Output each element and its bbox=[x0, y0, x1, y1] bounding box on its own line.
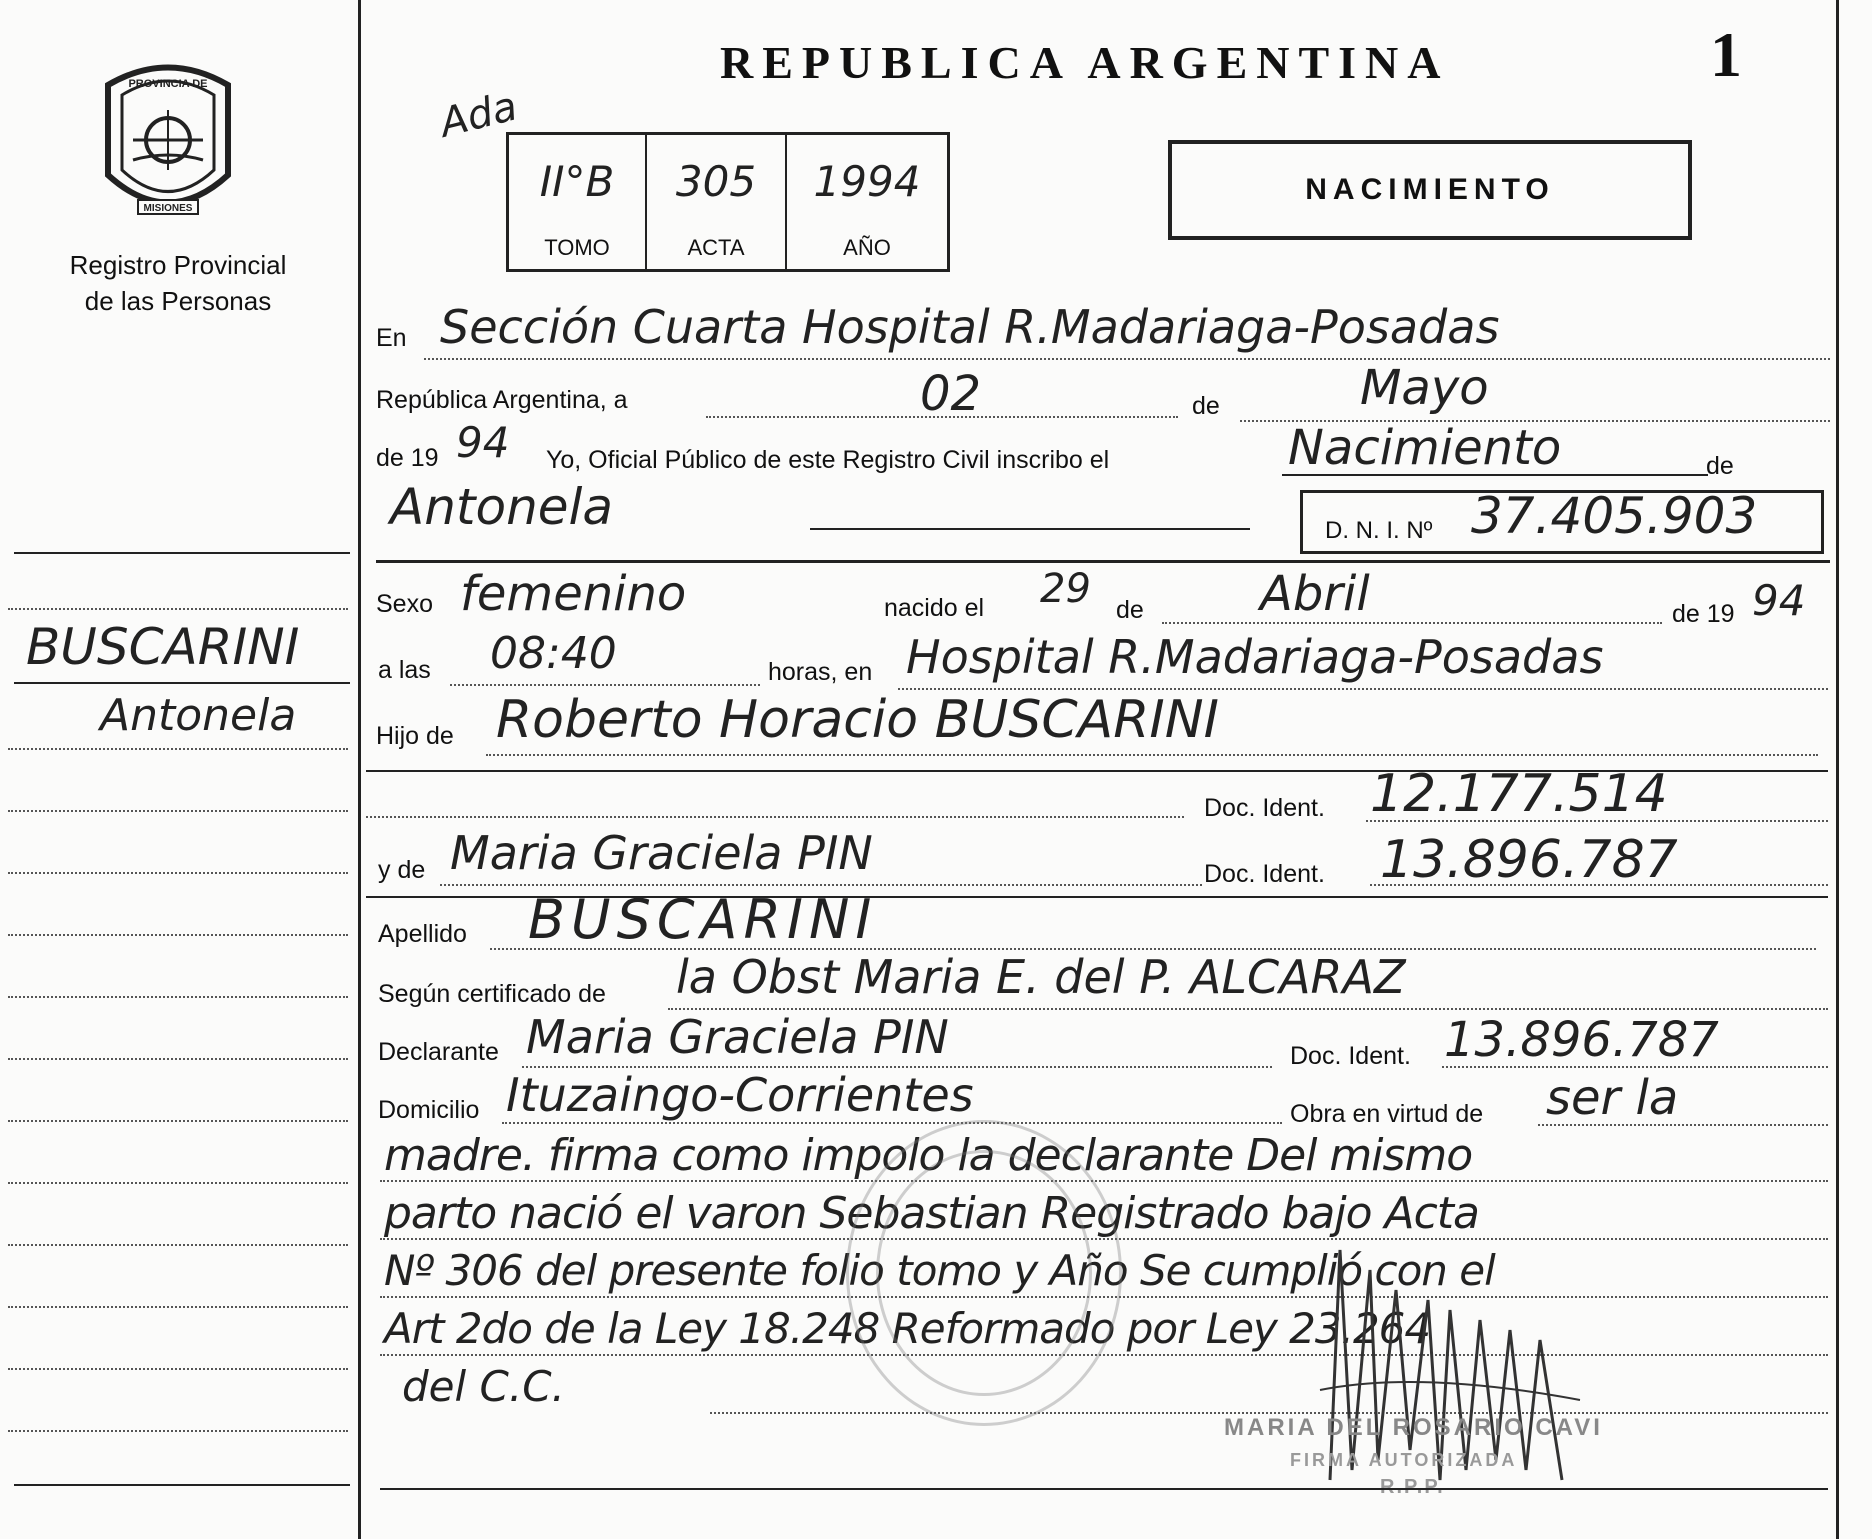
acta-label: ACTA bbox=[687, 235, 745, 260]
official-seal-stamp-inner bbox=[876, 1150, 1092, 1396]
annotation: Ada bbox=[435, 83, 522, 147]
name-value: Antonela bbox=[390, 478, 614, 536]
declarante-label: Declarante bbox=[378, 1038, 499, 1066]
stamp-org: R.P.P. bbox=[1380, 1476, 1445, 1498]
birth-month: Abril bbox=[1260, 566, 1370, 622]
year-suffix: 94 bbox=[456, 418, 510, 467]
mother-value: Maria Graciela PIN bbox=[450, 826, 873, 880]
sexo-label: Sexo bbox=[376, 590, 433, 618]
anio-label: AÑO bbox=[843, 235, 891, 260]
de-label2: de bbox=[1706, 452, 1734, 480]
birth-year-suffix: 94 bbox=[1752, 576, 1806, 625]
nacido-label: nacido el bbox=[884, 594, 985, 622]
domicilio-line bbox=[502, 1122, 1282, 1124]
father-value: Roberto Horacio BUSCARINI bbox=[496, 690, 1219, 750]
en-label: En bbox=[376, 324, 407, 352]
place-line bbox=[424, 358, 1830, 360]
yo-label: Yo, Oficial Público de este Registro Civil inscribo el bbox=[546, 446, 1110, 474]
mother-doc-label: Doc. Ident. bbox=[1204, 860, 1325, 888]
month-value: Mayo bbox=[1360, 360, 1489, 416]
left-dotted-line bbox=[8, 748, 348, 750]
margin-surname: BUSCARINI bbox=[26, 618, 300, 676]
certificate-value: la Obst Maria E. del P. ALCARAZ bbox=[676, 950, 1406, 1004]
mother-doc: 13.896.787 bbox=[1380, 830, 1678, 890]
anio-value: 1994 bbox=[813, 157, 921, 206]
segun-label: Según certificado de bbox=[378, 980, 606, 1008]
obra-value: ser la bbox=[1546, 1070, 1679, 1126]
registry-name-line2: de las Personas bbox=[84, 286, 272, 316]
seal-top-text: PROVINCIA DE bbox=[128, 78, 208, 90]
left-dotted-line bbox=[8, 872, 348, 874]
acta-value: 305 bbox=[675, 157, 757, 206]
de19-label: de 19 bbox=[376, 444, 439, 472]
day-value: 02 bbox=[920, 366, 982, 422]
name-line bbox=[810, 528, 1250, 530]
birth-day: 29 bbox=[1040, 566, 1091, 612]
notes-line-1: madre. firma como impolo la declarante Del mismo bbox=[384, 1130, 1473, 1181]
notes-line-3: Nº 306 del presente folio tomo y Año Se cumplió con el bbox=[384, 1246, 1495, 1295]
dni-box bbox=[1300, 487, 1824, 554]
left-dotted-line bbox=[8, 1368, 348, 1370]
anio-cell bbox=[787, 135, 947, 269]
left-rule-top bbox=[14, 552, 350, 554]
bottom-rule bbox=[380, 1488, 1828, 1490]
act-type: Nacimiento bbox=[1288, 420, 1562, 476]
left-rule-surname bbox=[14, 682, 350, 684]
apellido-value: BUSCARINI bbox=[528, 888, 878, 951]
place-value: Sección Cuarta Hospital R.Madariaga-Posadas bbox=[440, 300, 1500, 354]
stamp-name: MARIA DEL ROSARIO CAVI bbox=[1224, 1414, 1603, 1441]
tomo-value: II°B bbox=[539, 157, 615, 206]
declarante-doc: 13.896.787 bbox=[1444, 1012, 1719, 1068]
left-dotted-line bbox=[8, 1182, 348, 1184]
horas-label: horas, en bbox=[768, 658, 873, 686]
time-line bbox=[450, 684, 760, 686]
sexo-value: femenino bbox=[460, 566, 687, 622]
republica-label: República Argentina, a bbox=[376, 386, 628, 414]
left-dotted-line bbox=[8, 996, 348, 998]
country-title: REPUBLICA ARGENTINA bbox=[720, 37, 1450, 88]
mother-line bbox=[440, 884, 1202, 886]
apellido-label: Apellido bbox=[378, 920, 467, 948]
birth-place: Hospital R.Madariaga-Posadas bbox=[906, 630, 1604, 684]
page-number: 1 bbox=[1710, 19, 1742, 90]
de-label: de bbox=[1192, 392, 1220, 420]
record-box bbox=[506, 132, 950, 272]
father-line bbox=[486, 754, 1818, 756]
left-dotted-line bbox=[8, 608, 348, 610]
left-dotted-line bbox=[8, 1306, 348, 1308]
doc-type-box bbox=[1168, 140, 1692, 240]
left-dotted-line bbox=[8, 1120, 348, 1122]
left-dotted-line bbox=[8, 1058, 348, 1060]
time-value: 08:40 bbox=[490, 628, 617, 679]
father-doc: 12.177.514 bbox=[1370, 764, 1668, 824]
left-dotted-line bbox=[8, 810, 348, 812]
province-seal-icon bbox=[88, 55, 248, 225]
doc-type-label: NACIMIENTO bbox=[1305, 173, 1555, 206]
domicilio-label: Domicilio bbox=[378, 1096, 480, 1124]
registry-name-line1: Registro Provincial bbox=[69, 250, 287, 280]
obra-label: Obra en virtud de bbox=[1290, 1100, 1484, 1128]
stamp-role: FIRMA AUTORIZADA bbox=[1290, 1450, 1518, 1470]
de-label3: de bbox=[1116, 596, 1144, 624]
notes-line-2: parto nació el varon Sebastian Registrado bajo Acta bbox=[384, 1188, 1479, 1239]
father-doc-line-left bbox=[366, 816, 1184, 818]
domicilio-value: Ituzaingo-Corrientes bbox=[506, 1068, 974, 1122]
de19-label2: de 19 bbox=[1672, 600, 1735, 628]
margin-given-name: Antonela bbox=[100, 690, 297, 741]
yde-label: y de bbox=[378, 856, 426, 884]
declarante-doc-label: Doc. Ident. bbox=[1290, 1042, 1411, 1070]
acta-cell bbox=[647, 135, 787, 269]
birth-month-line bbox=[1162, 622, 1662, 624]
dni-label: D. N. I. Nº bbox=[1325, 517, 1433, 544]
hijo-label: Hijo de bbox=[376, 722, 454, 750]
left-rule-bottom bbox=[14, 1484, 350, 1486]
seal-bottom-text: MISIONES bbox=[143, 203, 193, 214]
notes-line-4: Art 2do de la Ley 18.248 Reformado por Ley 23.264 bbox=[384, 1304, 1431, 1353]
father-doc-label: Doc. Ident. bbox=[1204, 794, 1325, 822]
left-dotted-line bbox=[8, 934, 348, 936]
notes-line-5: del C.C. bbox=[402, 1362, 565, 1411]
left-dotted-line bbox=[8, 1244, 348, 1246]
notes-line bbox=[380, 1354, 1828, 1356]
tomo-label: TOMO bbox=[544, 235, 610, 260]
left-divider bbox=[358, 0, 361, 1539]
right-border bbox=[1836, 0, 1839, 1539]
act-type-line bbox=[1282, 474, 1708, 476]
dni-value: 37.405.903 bbox=[1471, 487, 1758, 545]
tomo-cell bbox=[509, 135, 647, 269]
left-dotted-line bbox=[8, 1430, 348, 1432]
alas-label: a las bbox=[378, 656, 431, 684]
section-rule bbox=[376, 560, 1830, 563]
declarante-value: Maria Graciela PIN bbox=[526, 1010, 949, 1064]
